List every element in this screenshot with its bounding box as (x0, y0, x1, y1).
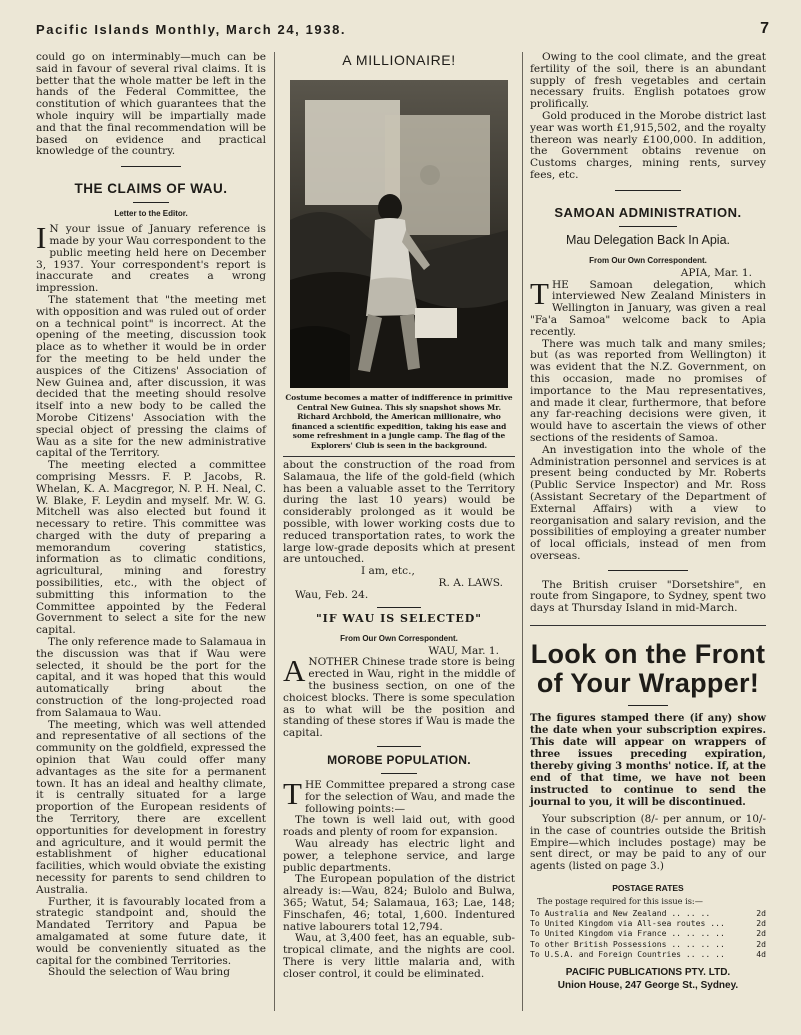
article-heading: THE CLAIMS OF WAU. (74, 181, 228, 197)
article-paragraph: Should the selection of Wau bring (48, 966, 231, 979)
sign-off: I am, etc., (361, 565, 415, 578)
rate-price: 2d (756, 918, 766, 929)
rate-row (530, 918, 766, 928)
dateline: WAU, Mar. 1. (428, 644, 499, 657)
divider (619, 226, 677, 227)
article-paragraph: The British cruiser "Dorsetshire", en route from Singapore, to Sydney, spent two days at Thursday Island in mid-March. (530, 578, 766, 615)
drop-cap: A (283, 653, 306, 689)
divider (615, 190, 681, 191)
rate-destination: To United Kingdom via All-sea routes ... (530, 918, 725, 929)
subscription-ad (530, 640, 766, 991)
ad-headline: of Your Wrapper! (536, 668, 760, 699)
article-paragraph: could go on interminably—much can be said in favour of several rival claims. It is better that the whole matter be left in the hands of the Federal Committee, the constitution of which guarantees that the whole inquiry will be impartially made and that the final recommendation will be based on evidence and practical knowledge of the country. (36, 51, 266, 158)
article-paragraph: The statement that "the meeting met with opposition and was ruled out of order on a technical point" is incorrect. At the opening of the meeting, discussion took place as to whether it would be in order for the meeting to be held under the auspices of the Citizens' Association of New Guinea and, after discussion, it was decided that the meeting should resolve itself into a new body to be called the Morobe Citizens' Association with the special object of pressing the claims of Wau as a site for the new administrative capital of the Territory. (36, 293, 266, 460)
publisher-address: Union House, 247 George St., Sydney. (557, 980, 739, 992)
article-paragraph: The meeting, which was well attended and representative of all sections of the community on the goldfield, expressed the opinion that Wau could offer many advantages as the site for a permanent town. It has an ideal and healthy climate, it is centrally situated for a large proportion of the European residents of the Territory, there are excellent opportunities for development in forestry and agriculture, and it would permit the establishment of higher educational facilities, which would obviate the existing necessity for parents to send children to Australia. (36, 718, 266, 896)
photo-caption: Costume becomes a matter of indifference in primitive Central New Guinea. This sly snapshot shows Mr. Richard Archbold, the American millionaire, who financed a scientific expedition, taking his ease and some refreshment in a jungle camp. The flag of the Explorers' Club is seen in the background. (285, 393, 513, 450)
article-paragraph: The European population of the district already is:—Wau, 824; Bulolo and Bulwa, 365; Watut, 54; Salamaua, 163; Lae, 148; Finschafen, 46; total, 1,600. Indentured native labourers total 12,794. (283, 873, 515, 933)
jungle-camp-photo (290, 80, 508, 388)
article-paragraph: The town is well laid out, with good roads and plenty of room for expansion. (283, 814, 515, 839)
rate-row (530, 949, 766, 959)
rate-destination: To other British Possessions .. .. .. .. (530, 938, 725, 949)
column-2 (283, 52, 515, 980)
article-paragraph: The only reference made to Salamaua in the discussion was that if Wau were selected, it should be the port for the capital, and it was hoped that this would automatically bring about the construction of the long-projected road from Salamaua to Wau. (36, 636, 266, 719)
article-paragraph: THE Committee prepared a strong case for the selection of Wau, and made the following points:— (283, 775, 515, 815)
divider (377, 607, 421, 608)
header-title: Pacific Islands Monthly, March 24, 1938. (36, 22, 347, 37)
divider (608, 570, 688, 571)
article-paragraph: I N your issue of January reference is made by your Wau correspondent to the public meeting held here on December 3, 1937. Your correspondent's report is inaccurate and creates a wrong impression. (36, 220, 266, 295)
divider (381, 773, 417, 774)
rate-row (530, 908, 766, 918)
drop-cap: T (530, 275, 549, 311)
drop-cap: I (36, 220, 47, 256)
column-divider (522, 52, 523, 1011)
divider (133, 202, 169, 203)
postage-rates-list (530, 908, 766, 959)
subhead: From Our Own Correspondent. (589, 255, 707, 265)
rate-price: 2d (756, 908, 766, 919)
divider (377, 746, 421, 747)
rate-price: 2d (756, 928, 766, 939)
rates-intro: The postage required for this issue is:— (537, 896, 703, 907)
subhead: Letter to the Editor. (114, 209, 188, 219)
article-heading: MOROBE POPULATION. (327, 752, 471, 767)
article-subheading: Mau Delegation Back In Apia. (566, 232, 730, 247)
photo-image (290, 80, 508, 388)
rate-destination: To Australia and New Zealand .. .. .. (530, 908, 711, 919)
drop-cap: T (283, 775, 302, 811)
article-heading: "IF WAU IS SELECTED" (315, 611, 483, 625)
column-divider (274, 52, 275, 1011)
rate-price: 4d (756, 948, 766, 959)
rate-price: 2d (756, 938, 766, 949)
article-paragraph: Wau, at 3,400 feet, has an equable, sub-tropical climate, and the nights are cool. There is very little malaria and, with closer control, it could be eliminated. (283, 932, 515, 980)
ad-subscription-text: Your subscription (8/- per annum, or 10/- in the case of countries outside the British Empire—which includes postage) may be sent direct, or may be paid to any of our agents (listed on page 3.) (530, 813, 766, 873)
rate-destination: To U.S.A. and Foreign Countries .. .. .. (530, 948, 725, 959)
divider (121, 166, 181, 167)
subhead: From Our Own Correspondent. (340, 633, 458, 643)
article-paragraph: ANOTHER Chinese trade store is being erected in Wau, right in the middle of the business section, on one of the choicest blocks. There is some speculation as to what will be the position and standing of these stores if Wau is made the capital. (283, 653, 515, 740)
article-heading: SAMOAN ADMINISTRATION. (554, 204, 742, 220)
ad-headline: Look on the Front (530, 639, 766, 670)
rate-row (530, 928, 766, 938)
publisher-name: PACIFIC PUBLICATIONS PTY. LTD. (565, 967, 731, 979)
page-header (36, 22, 777, 42)
column-3 (530, 52, 766, 991)
ad-body: The figures stamped there (if any) show the date when your subscription expires. This date will appear on wrappers of three issues preceding expiration, thereby giving 3 months' notice. If, at the end of that time, we have not been instructed to continue to send the journal to you, it will be discontinued. (530, 713, 766, 809)
rate-destination: To United Kingdom via France .. .. .. .. (530, 928, 725, 939)
page-number: 7 (760, 20, 769, 37)
article-paragraph: An investigation into the whole of the Administration personnel and services is at present being conducted by Mr. Roberts (Public Service Inspector) and Mr. Ross (Assistant Secretary of the Department of External Affairs) with a view to reorganisation and salary revision, and the possibilities of employing a greater number of local officials, instead of men from overseas. (530, 443, 766, 562)
divider (283, 456, 515, 457)
article-paragraph: There was much talk and many smiles; but (as was reported from Wellington) it was evident that the N.Z. Government, on this occasion, made no promises of importance to the Mau representatives, and made it clear, furthermore, that before any far-reaching decisions were given, it would have to ascertain the views of other sections of the residents of Samoa. (530, 337, 766, 444)
article-paragraph: The meeting elected a committee comprising Messrs. F. P. Jacobs, R. Whelan, K. A. Macgregor, N. P. H. Neal, C. W. Blake, F. Leydin and myself. Mr. W. G. Mitchell was also elected but found it necessary to retire. This committee was charged with the duty of preparing a memorandum covering statistics, information as to climatic conditions, agricultural, mining and forestry possibilities, etc., with the object of submitting this information to the Committee appointed by the Federal Government to select a site for the new capital. (36, 459, 266, 637)
divider (628, 705, 668, 706)
divider (530, 625, 766, 626)
article-paragraph: Wau already has electric light and power, a telephone service, and large public departments. (283, 837, 515, 874)
article-paragraph: Further, it is favourably located from a strategic standpoint and, should the Mandated Territory and Papua be amalgamated at some future date, it would be conveniently situated as the capital for the combined Territories. (36, 895, 266, 967)
article-paragraph: THE Samoan delegation, which interviewed New Zealand Ministers in Wellington in January, was given a real "Fa'a Samoa" welcome back to Apia recently. (530, 275, 766, 338)
photo-heading: A MILLIONAIRE! (342, 52, 456, 68)
article-paragraph: about the construction of the road from Salamaua, the life of the gold-field (which has been a valuable asset to the Territory during the last 10 years) would be considerably prolonged as it would be possible, with lower working costs due to reduced transportation rates, to work the large low-grade deposits which at present are untouched. (283, 459, 515, 566)
column-1 (36, 52, 266, 979)
article-paragraph: Owing to the cool climate, and the great fertility of the soil, there is an abundant supply of fresh vegetables and certain necessary fruits. English potatoes grow prolifically. (530, 51, 766, 111)
place-date: Wau, Feb. 24. (295, 588, 369, 601)
dateline: APIA, Mar. 1. (680, 266, 752, 279)
rates-title: POSTAGE RATES (612, 883, 684, 894)
rate-row (530, 939, 766, 949)
signature: R. A. LAWS. (438, 576, 503, 589)
article-paragraph: Gold produced in the Morobe district last year was worth £1,915,502, and the royalty thereon was nearly £100,000. In addition, the Government obtains revenue on Customs charges, mining rents, survey fees, etc. (530, 109, 766, 181)
